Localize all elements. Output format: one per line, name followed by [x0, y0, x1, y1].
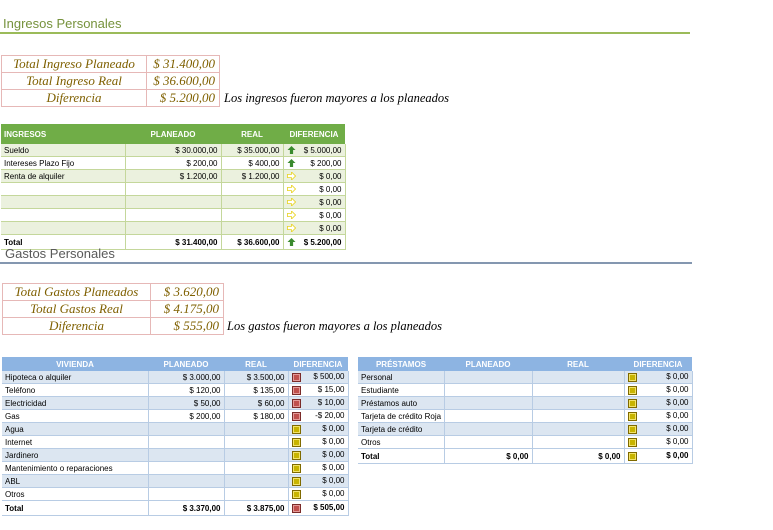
total-planned-cell[interactable]: $ 3.370,00 — [148, 501, 224, 516]
income-summary-table — [1, 55, 220, 107]
planned-cell[interactable]: $ 200,00 — [148, 410, 224, 423]
difference-value: $ 5.000,00 — [303, 145, 342, 155]
difference-cell[interactable] — [624, 371, 692, 384]
row-label[interactable]: ABL — [2, 475, 148, 488]
table-row — [2, 371, 348, 384]
summary-row — [2, 73, 220, 90]
difference-cell[interactable] — [288, 449, 348, 462]
table-row — [1, 209, 345, 222]
column-header[interactable]: INGRESOS — [1, 124, 125, 144]
row-label[interactable]: Renta de alquiler — [1, 170, 125, 183]
table-row — [358, 384, 692, 397]
row-label[interactable]: Jardinero — [2, 449, 148, 462]
row-label[interactable]: Agua — [2, 423, 148, 436]
summary-value[interactable]: $ 5.200,00 — [147, 90, 220, 107]
housing-table-header — [2, 357, 348, 371]
total-difference-value: $ 5.200,00 — [303, 237, 342, 247]
table-row — [2, 462, 348, 475]
difference-value: $ 15,00 — [317, 385, 345, 394]
total-label[interactable]: Total — [1, 235, 125, 250]
difference-cell[interactable] — [283, 144, 345, 157]
real-cell[interactable] — [224, 475, 288, 488]
row-label[interactable]: Tarjeta de crédito — [358, 423, 444, 436]
difference-value: $ 0,00 — [322, 450, 345, 459]
planned-cell[interactable] — [148, 449, 224, 462]
difference-cell[interactable] — [624, 410, 692, 423]
total-difference-value: $ 505,00 — [313, 503, 345, 512]
status-indicator-icon — [292, 438, 301, 447]
row-label[interactable]: Electricidad — [2, 397, 148, 410]
table-row — [358, 436, 692, 449]
table-row — [2, 410, 348, 423]
table-row — [2, 384, 348, 397]
income-section-title: Ingresos Personales — [3, 16, 122, 31]
difference-value: $ 0,00 — [319, 197, 342, 207]
table-row — [1, 157, 345, 170]
column-header[interactable]: DIFERENCIA — [283, 124, 345, 144]
planned-cell[interactable] — [148, 436, 224, 449]
row-label[interactable]: Teléfono — [2, 384, 148, 397]
status-indicator-icon — [628, 399, 637, 408]
expense-summary-table — [2, 283, 224, 335]
summary-row — [2, 90, 220, 107]
real-cell[interactable]: $ 400,00 — [221, 157, 283, 170]
difference-cell[interactable] — [288, 436, 348, 449]
status-indicator-icon — [292, 451, 301, 460]
arrow-up-icon — [287, 159, 296, 167]
difference-value: $ 0,00 — [666, 411, 689, 420]
column-header[interactable]: REAL — [221, 124, 283, 144]
difference-cell[interactable] — [283, 222, 345, 235]
difference-cell[interactable] — [283, 196, 345, 209]
arrow-up-icon — [287, 146, 296, 154]
table-row — [358, 423, 692, 436]
real-cell[interactable]: $ 35.000,00 — [221, 144, 283, 157]
status-indicator-icon — [292, 425, 301, 434]
real-cell[interactable] — [224, 423, 288, 436]
planned-cell[interactable] — [444, 397, 532, 410]
status-indicator-icon — [628, 452, 637, 461]
difference-cell[interactable] — [283, 209, 345, 222]
summary-label[interactable]: Total Ingreso Real — [2, 73, 147, 90]
planned-cell[interactable] — [148, 488, 224, 501]
summary-row — [3, 318, 224, 335]
difference-value: -$ 20,00 — [315, 411, 345, 420]
income-title-rule — [0, 32, 690, 34]
summary-value[interactable]: $ 36.600,00 — [147, 73, 220, 90]
difference-cell[interactable] — [288, 410, 348, 423]
difference-cell[interactable] — [283, 183, 345, 196]
row-label[interactable]: Estudiante — [358, 384, 444, 397]
difference-value: $ 0,00 — [319, 223, 342, 233]
real-cell[interactable] — [224, 436, 288, 449]
real-cell[interactable] — [221, 183, 283, 196]
row-label[interactable]: Otros — [358, 436, 444, 449]
difference-cell[interactable] — [624, 436, 692, 449]
status-indicator-icon — [292, 412, 301, 421]
difference-cell[interactable] — [288, 397, 348, 410]
planned-cell[interactable] — [148, 462, 224, 475]
summary-label[interactable]: Diferencia — [3, 318, 151, 335]
total-planned-cell[interactable]: $ 31.400,00 — [125, 235, 221, 250]
summary-row — [3, 301, 224, 318]
planned-cell[interactable] — [148, 475, 224, 488]
planned-cell[interactable]: $ 30.000,00 — [125, 144, 221, 157]
total-real-cell[interactable]: $ 36.600,00 — [221, 235, 283, 250]
summary-label[interactable]: Total Ingreso Planeado — [2, 56, 147, 73]
income-table — [1, 124, 346, 250]
difference-cell[interactable] — [624, 423, 692, 436]
planned-cell[interactable] — [444, 410, 532, 423]
difference-value: $ 0,00 — [666, 398, 689, 407]
summary-label[interactable]: Total Gastos Planeados — [3, 284, 151, 301]
table-row — [358, 397, 692, 410]
difference-cell[interactable] — [624, 384, 692, 397]
row-label[interactable]: Préstamos auto — [358, 397, 444, 410]
row-label[interactable]: Sueldo — [1, 144, 125, 157]
planned-cell[interactable] — [444, 371, 532, 384]
summary-label[interactable]: Diferencia — [2, 90, 147, 107]
summary-label[interactable]: Total Gastos Real — [3, 301, 151, 318]
table-row — [358, 410, 692, 423]
real-cell[interactable] — [221, 196, 283, 209]
table-row — [2, 436, 348, 449]
difference-cell[interactable] — [283, 157, 345, 170]
total-difference-cell[interactable] — [288, 501, 348, 516]
total-label[interactable]: Total — [358, 449, 444, 464]
planned-cell[interactable]: $ 1.200,00 — [125, 170, 221, 183]
row-label[interactable]: Mantenimiento o reparaciones — [2, 462, 148, 475]
loans-table-header — [358, 357, 692, 371]
column-header[interactable]: PLANEADO — [444, 357, 532, 371]
real-cell[interactable] — [224, 462, 288, 475]
row-label[interactable] — [1, 183, 125, 196]
summary-row — [3, 284, 224, 301]
expense-title-rule — [0, 262, 692, 264]
status-indicator-icon — [292, 386, 301, 395]
table-row — [1, 196, 345, 209]
row-label[interactable]: Gas — [2, 410, 148, 423]
status-indicator-icon — [292, 399, 301, 408]
loans-table — [358, 357, 693, 464]
total-real-cell[interactable]: $ 3.875,00 — [224, 501, 288, 516]
total-planned-cell[interactable]: $ 0,00 — [444, 449, 532, 464]
difference-cell[interactable] — [288, 475, 348, 488]
planned-cell[interactable] — [125, 209, 221, 222]
difference-value: $ 0,00 — [322, 463, 345, 472]
arrow-right-icon — [287, 198, 296, 206]
planned-cell[interactable]: $ 120,00 — [148, 384, 224, 397]
column-header[interactable]: PRÉSTAMOS — [358, 357, 444, 371]
real-cell[interactable]: $ 1.200,00 — [221, 170, 283, 183]
table-row — [2, 397, 348, 410]
difference-value: $ 0,00 — [319, 210, 342, 220]
table-row — [1, 144, 345, 157]
column-header[interactable]: VIVIENDA — [2, 357, 148, 371]
column-header[interactable]: REAL — [224, 357, 288, 371]
total-difference-cell[interactable] — [283, 235, 345, 250]
arrow-right-icon — [287, 185, 296, 193]
column-header[interactable]: PLANEADO — [125, 124, 221, 144]
difference-value: $ 0,00 — [322, 476, 345, 485]
difference-cell[interactable] — [288, 423, 348, 436]
real-cell[interactable] — [224, 488, 288, 501]
total-label[interactable]: Total — [2, 501, 148, 516]
real-cell[interactable]: $ 60,00 — [224, 397, 288, 410]
difference-value: $ 0,00 — [666, 424, 689, 433]
planned-cell[interactable] — [125, 183, 221, 196]
arrow-right-icon — [287, 211, 296, 219]
real-cell[interactable]: $ 3.500,00 — [224, 371, 288, 384]
row-label[interactable] — [1, 196, 125, 209]
difference-cell[interactable] — [288, 371, 348, 384]
real-cell[interactable]: $ 180,00 — [224, 410, 288, 423]
table-row — [2, 488, 348, 501]
table-row — [1, 222, 345, 235]
difference-value: $ 200,00 — [310, 158, 342, 168]
difference-cell[interactable] — [288, 488, 348, 501]
status-indicator-icon — [628, 373, 637, 382]
column-header[interactable]: REAL — [532, 357, 624, 371]
real-cell[interactable]: $ 135,00 — [224, 384, 288, 397]
real-cell[interactable] — [221, 209, 283, 222]
planned-cell[interactable] — [125, 196, 221, 209]
planned-cell[interactable] — [444, 384, 532, 397]
real-cell[interactable] — [224, 449, 288, 462]
planned-cell[interactable] — [125, 222, 221, 235]
status-indicator-icon — [628, 386, 637, 395]
column-header[interactable]: DIFERENCIA — [288, 357, 348, 371]
real-cell[interactable] — [532, 371, 624, 384]
table-row — [2, 475, 348, 488]
status-indicator-icon — [292, 490, 301, 499]
table-row — [2, 449, 348, 462]
total-difference-cell[interactable] — [624, 449, 692, 464]
real-cell[interactable] — [532, 397, 624, 410]
arrow-up-icon — [287, 238, 296, 246]
total-row — [358, 449, 692, 464]
difference-value: $ 0,00 — [319, 171, 342, 181]
difference-value: $ 0,00 — [666, 437, 689, 446]
status-indicator-icon — [628, 425, 637, 434]
difference-cell[interactable] — [288, 384, 348, 397]
row-label[interactable] — [1, 209, 125, 222]
table-row — [1, 183, 345, 196]
planned-cell[interactable]: $ 3.000,00 — [148, 371, 224, 384]
expense-summary-note[interactable]: Los gastos fueron mayores a los planeados — [227, 319, 443, 333]
difference-cell[interactable] — [283, 170, 345, 183]
row-label[interactable]: Intereses Plazo Fijo — [1, 157, 125, 170]
income-table-header — [1, 124, 345, 144]
row-label[interactable]: Hipoteca o alquiler — [2, 371, 148, 384]
status-indicator-icon — [292, 373, 301, 382]
planned-cell[interactable] — [444, 436, 532, 449]
difference-cell[interactable] — [624, 397, 692, 410]
total-real-cell[interactable]: $ 0,00 — [532, 449, 624, 464]
column-header[interactable]: PLANEADO — [148, 357, 224, 371]
status-indicator-icon — [292, 477, 301, 486]
income-summary-note[interactable]: Los ingresos fueron mayores a los planeados — [224, 91, 449, 105]
row-label[interactable]: Tarjeta de crédito Roja — [358, 410, 444, 423]
row-label[interactable] — [1, 222, 125, 235]
real-cell[interactable] — [532, 423, 624, 436]
difference-value: $ 500,00 — [313, 372, 345, 381]
arrow-right-icon — [287, 172, 296, 180]
status-indicator-icon — [292, 504, 301, 513]
planned-cell[interactable]: $ 50,00 — [148, 397, 224, 410]
status-indicator-icon — [628, 412, 637, 421]
summary-value[interactable]: $ 3.620,00 — [151, 284, 224, 301]
difference-value: $ 0,00 — [666, 372, 689, 381]
total-row — [2, 501, 348, 516]
planned-cell[interactable] — [148, 423, 224, 436]
table-row — [2, 423, 348, 436]
summary-value[interactable]: $ 31.400,00 — [147, 56, 220, 73]
difference-value: $ 10,00 — [317, 398, 345, 407]
real-cell[interactable] — [532, 410, 624, 423]
table-row — [358, 371, 692, 384]
planned-cell[interactable]: $ 200,00 — [125, 157, 221, 170]
column-header[interactable]: DIFERENCIA — [624, 357, 692, 371]
summary-value[interactable]: $ 555,00 — [151, 318, 224, 335]
difference-value: $ 0,00 — [666, 385, 689, 394]
summary-value[interactable]: $ 4.175,00 — [151, 301, 224, 318]
difference-value: $ 0,00 — [322, 489, 345, 498]
expense-section-title: Gastos Personales — [5, 246, 115, 261]
real-cell[interactable] — [532, 436, 624, 449]
summary-row — [2, 56, 220, 73]
housing-table — [2, 357, 349, 516]
real-cell[interactable] — [532, 384, 624, 397]
difference-value: $ 0,00 — [319, 184, 342, 194]
row-label[interactable]: Otros — [2, 488, 148, 501]
difference-value: $ 0,00 — [322, 437, 345, 446]
real-cell[interactable] — [221, 222, 283, 235]
row-label[interactable]: Personal — [358, 371, 444, 384]
table-row — [1, 170, 345, 183]
difference-value: $ 0,00 — [322, 424, 345, 433]
planned-cell[interactable] — [444, 423, 532, 436]
arrow-right-icon — [287, 224, 296, 232]
status-indicator-icon — [628, 438, 637, 447]
total-difference-value: $ 0,00 — [666, 451, 689, 460]
row-label[interactable]: Internet — [2, 436, 148, 449]
status-indicator-icon — [292, 464, 301, 473]
difference-cell[interactable] — [288, 462, 348, 475]
